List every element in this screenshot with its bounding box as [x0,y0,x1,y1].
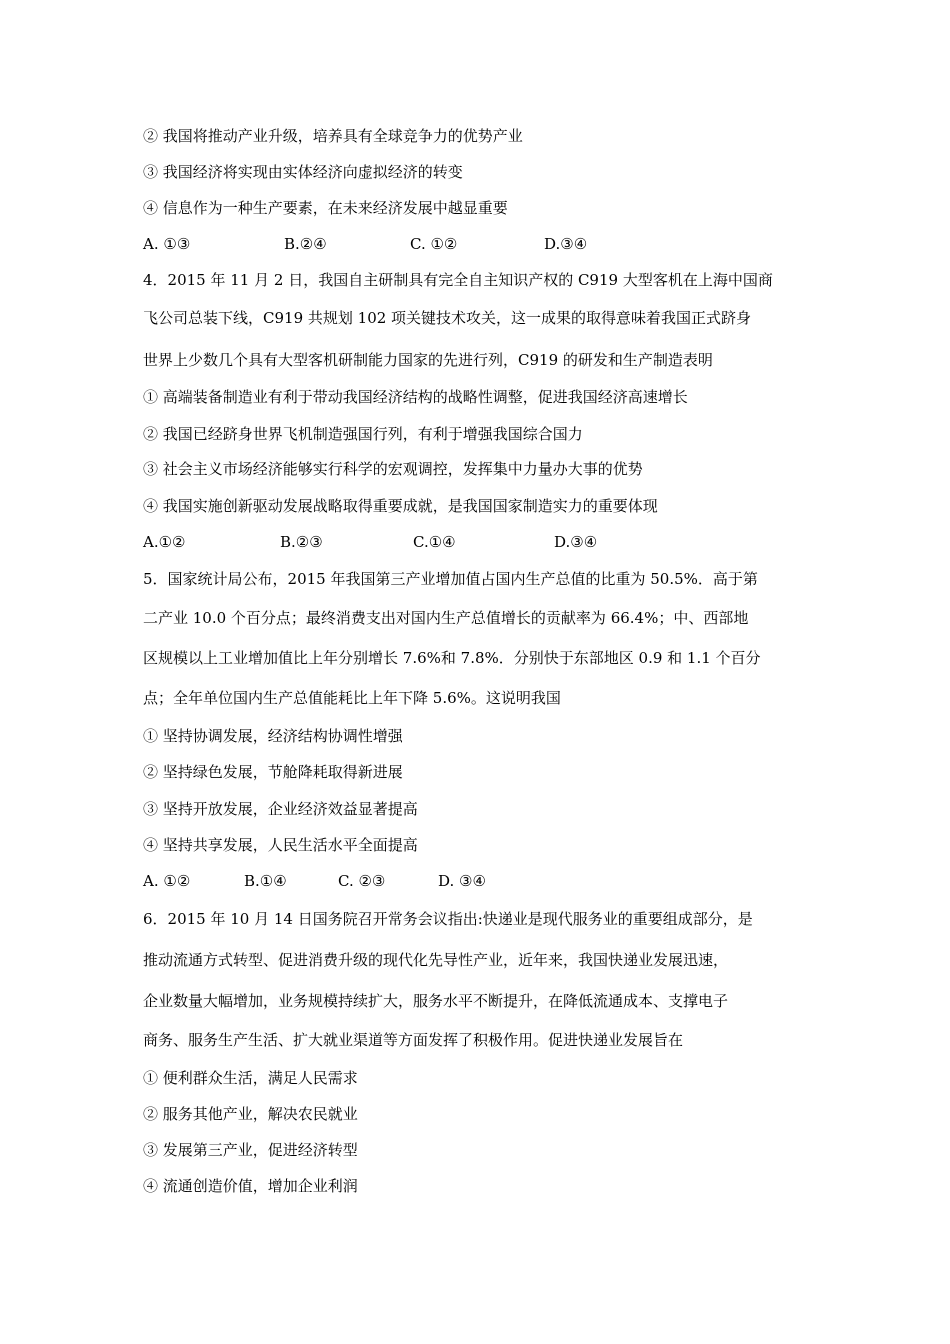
q3-option-c: C. ①② [410,235,458,253]
q5-item-2: ② 坚持绿色发展，节舱降耗取得新进展 [143,763,403,781]
q4-option-d: D.③④ [554,533,598,551]
q5-stem-line-1: 5．国家统计局公布，2015 年我国第三产业增加值占国内生产总值的比重为 50.5%．高于第 [143,570,758,588]
q5-options [143,871,486,891]
q5-item-4: ④ 坚持共享发展，人民生活水平全面提高 [143,836,418,854]
q4-stem-line-2: 飞公司总装下线，C919 共规划 102 项关键技术攻关，这一成果的取得意味着我国正式跻身 [143,309,752,327]
q4-option-c: C.①④ [413,533,456,551]
q5-stem-line-4: 点；全年单位国内生产总值能耗比上年下降 5.6%。这说明我国 [143,689,561,707]
q6-stem-line-3: 企业数量大幅增加，业务规模持续扩大，服务水平不断提升，在降低流通成本、支撑电子 [143,992,729,1010]
q3-option-a: A. ①③ [143,235,191,253]
q4-item-4: ④ 我国实施创新驱动发展战略取得重要成就，是我国国家制造实力的重要体现 [143,497,658,515]
q6-item-4: ④ 流通创造价值，增加企业利润 [143,1177,358,1195]
q4-option-b: B.②③ [280,533,323,551]
q6-item-2: ② 服务其他产业，解决农民就业 [143,1105,358,1123]
q4-item-3: ③ 社会主义市场经济能够实行科学的宏观调控，发挥集中力量办大事的优势 [143,460,643,478]
q3-item-4: ④ 信息作为一种生产要素，在未来经济发展中越显重要 [143,199,508,217]
q6-item-1: ① 便利群众生活，满足人民需求 [143,1069,358,1087]
q6-stem-line-2: 推动流通方式转型、促进消费升级的现代化先导性产业，近年来，我国快递业发展迅速， [143,951,729,969]
q4-item-2: ② 我国已经跻身世界飞机制造强国行列，有利于增强我国综合国力 [143,425,583,443]
q5-stem-line-2: 二产业 10.0 个百分点；最终消费支出对国内生产总值增长的贡献率为 66.4%；中、西部地 [143,609,749,627]
q4-item-1: ① 高端装备制造业有利于带动我国经济结构的战略性调整，促进我国经济高速增长 [143,388,688,406]
q4-stem-line-3: 世界上少数几个具有大型客机研制能力国家的先进行列，C919 的研发和生产制造表明 [143,351,713,369]
q5-option-a: A. ①② [143,872,191,890]
q5-option-c: C. ②③ [338,872,386,890]
q6-stem-line-4: 商务、服务生产生活、扩大就业渠道等方面发挥了积极作用。促进快递业发展旨在 [143,1031,684,1049]
q6-stem-line-1: 6．2015 年 10 月 14 日国务院召开常务会议指出:快递业是现代服务业的重要组成部分，是 [143,910,753,928]
q3-item-2: ② 我国将推动产业升级，培养具有全球竞争力的优势产业 [143,127,523,145]
q4-options [143,532,597,552]
q4-stem-line-1: 4．2015 年 11 月 2 日，我国自主研制具有完全自主知识产权的 C919 大型客机在上海中国商 [143,271,773,289]
q3-option-b: B.②④ [284,235,327,253]
q3-option-d: D.③④ [544,235,588,253]
q5-option-d: D. ③④ [438,872,486,890]
q5-item-1: ① 坚持协调发展，经济结构协调性增强 [143,727,403,745]
q5-option-b: B.①④ [244,872,287,890]
q4-option-a: A.①② [143,533,186,551]
q5-item-3: ③ 坚持开放发展，企业经济效益显著提高 [143,800,418,818]
q5-stem-line-3: 区规模以上工业增加值比上年分别增长 7.6%和 7.8%．分别快于东部地区 0.9 和 1.1 个百分 [143,649,761,667]
q6-item-3: ③ 发展第三产业，促进经济转型 [143,1141,358,1159]
q3-options [143,234,587,254]
q3-item-3: ③ 我国经济将实现由实体经济向虚拟经济的转变 [143,163,463,181]
